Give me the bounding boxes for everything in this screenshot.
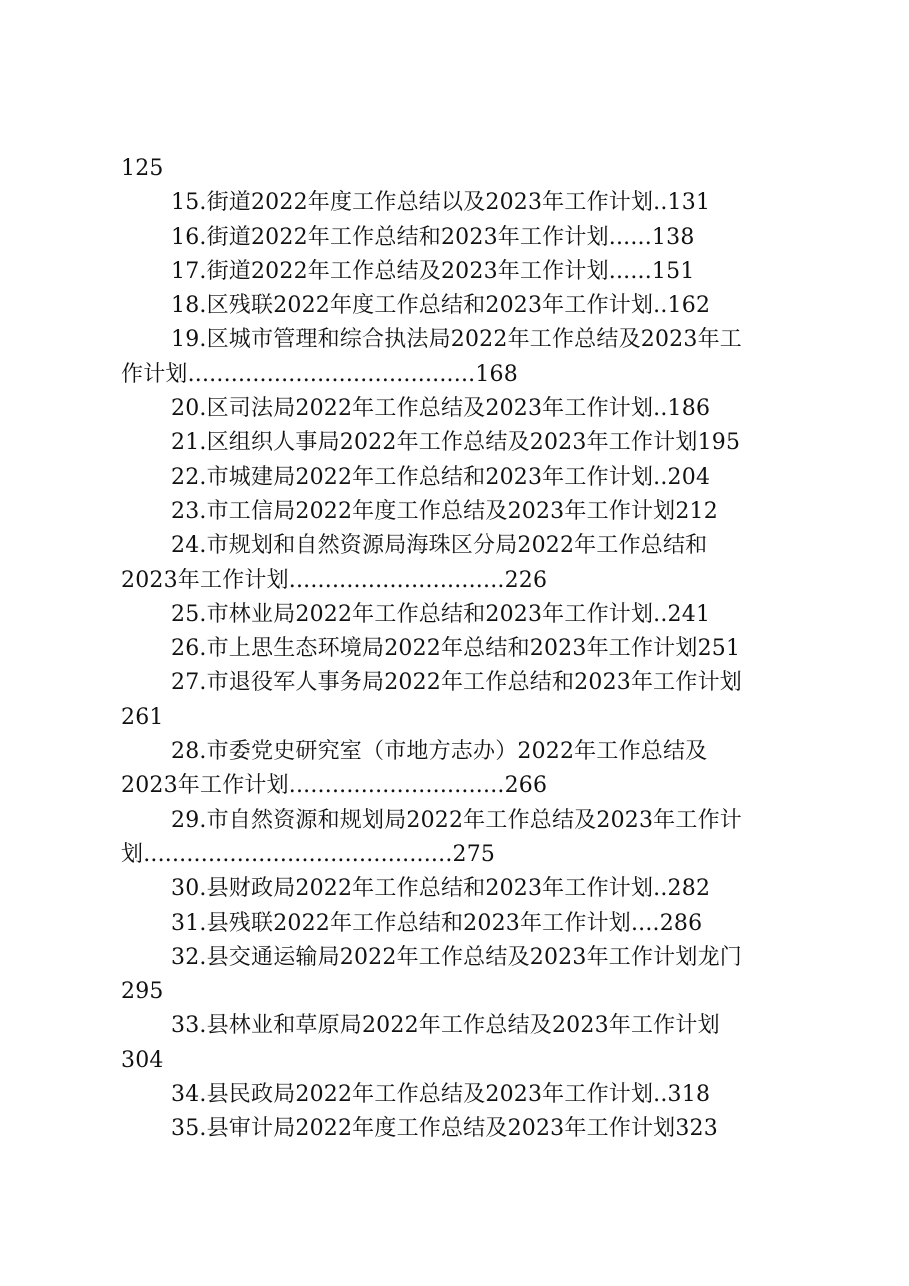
toc-line: 26.市上思生态环境局2022年总结和2023年工作计划251 xyxy=(171,636,741,662)
toc-line: 16.街道2022年工作总结和2023年工作计划......138 xyxy=(171,224,695,250)
toc-line: 作计划........................................168 xyxy=(121,361,518,387)
toc-line: 15.街道2022年度工作总结以及2023年工作计划..131 xyxy=(171,190,711,216)
toc-line: 21.区组织人事局2022年工作总结及2023年工作计划195 xyxy=(171,430,741,456)
toc-line: 25.市林业局2022年工作总结和2023年工作计划..241 xyxy=(171,601,711,627)
toc-line: 125 xyxy=(121,156,164,181)
table-of-contents xyxy=(121,152,801,1147)
toc-line: 19.区城市管理和综合执法局2022年工作总结及2023年工 xyxy=(171,327,742,353)
toc-line: 18.区残联2022年度工作总结和2023年工作计划..162 xyxy=(171,293,711,319)
toc-line: 20.区司法局2022年工作总结及2023年工作计划..186 xyxy=(171,396,711,422)
toc-line: 23.市工信局2022年度工作总结及2023年工作计划212 xyxy=(171,498,718,524)
toc-line: 2023年工作计划..............................226 xyxy=(121,567,548,593)
toc-line: 22.市城建局2022年工作总结和2023年工作计划..204 xyxy=(171,464,711,490)
toc-line: 295 xyxy=(121,979,164,1005)
toc-line: 17.街道2022年工作总结及2023年工作计划......151 xyxy=(171,258,695,284)
toc-line: 33.县林业和草原局2022年工作总结及2023年工作计划 xyxy=(171,1013,720,1039)
toc-line: 304 xyxy=(121,1047,164,1073)
toc-line: 28.市委党史研究室（市地方志办）2022年工作总结及 xyxy=(171,739,708,765)
toc-line: 29.市自然资源和规划局2022年工作总结及2023年工作计 xyxy=(171,807,742,833)
toc-line: 30.县财政局2022年工作总结和2023年工作计划..282 xyxy=(171,876,711,902)
toc-line: 35.县审计局2022年度工作总结及2023年工作计划323 xyxy=(171,1116,718,1142)
toc-line: 32.县交通运输局2022年工作总结及2023年工作计划龙门 xyxy=(171,944,742,970)
toc-line: 24.市规划和自然资源局海珠区分局2022年工作总结和 xyxy=(171,533,708,559)
toc-line: 划...........................................275 xyxy=(121,841,496,867)
toc-line: 31.县残联2022年工作总结和2023年工作计划....286 xyxy=(171,910,703,936)
toc-line: 27.市退役军人事务局2022年工作总结和2023年工作计划 xyxy=(171,670,742,696)
toc-line: 34.县民政局2022年工作总结及2023年工作计划..318 xyxy=(171,1082,711,1108)
toc-line: 261 xyxy=(121,704,164,730)
toc-line: 2023年工作计划..............................266 xyxy=(121,773,548,799)
